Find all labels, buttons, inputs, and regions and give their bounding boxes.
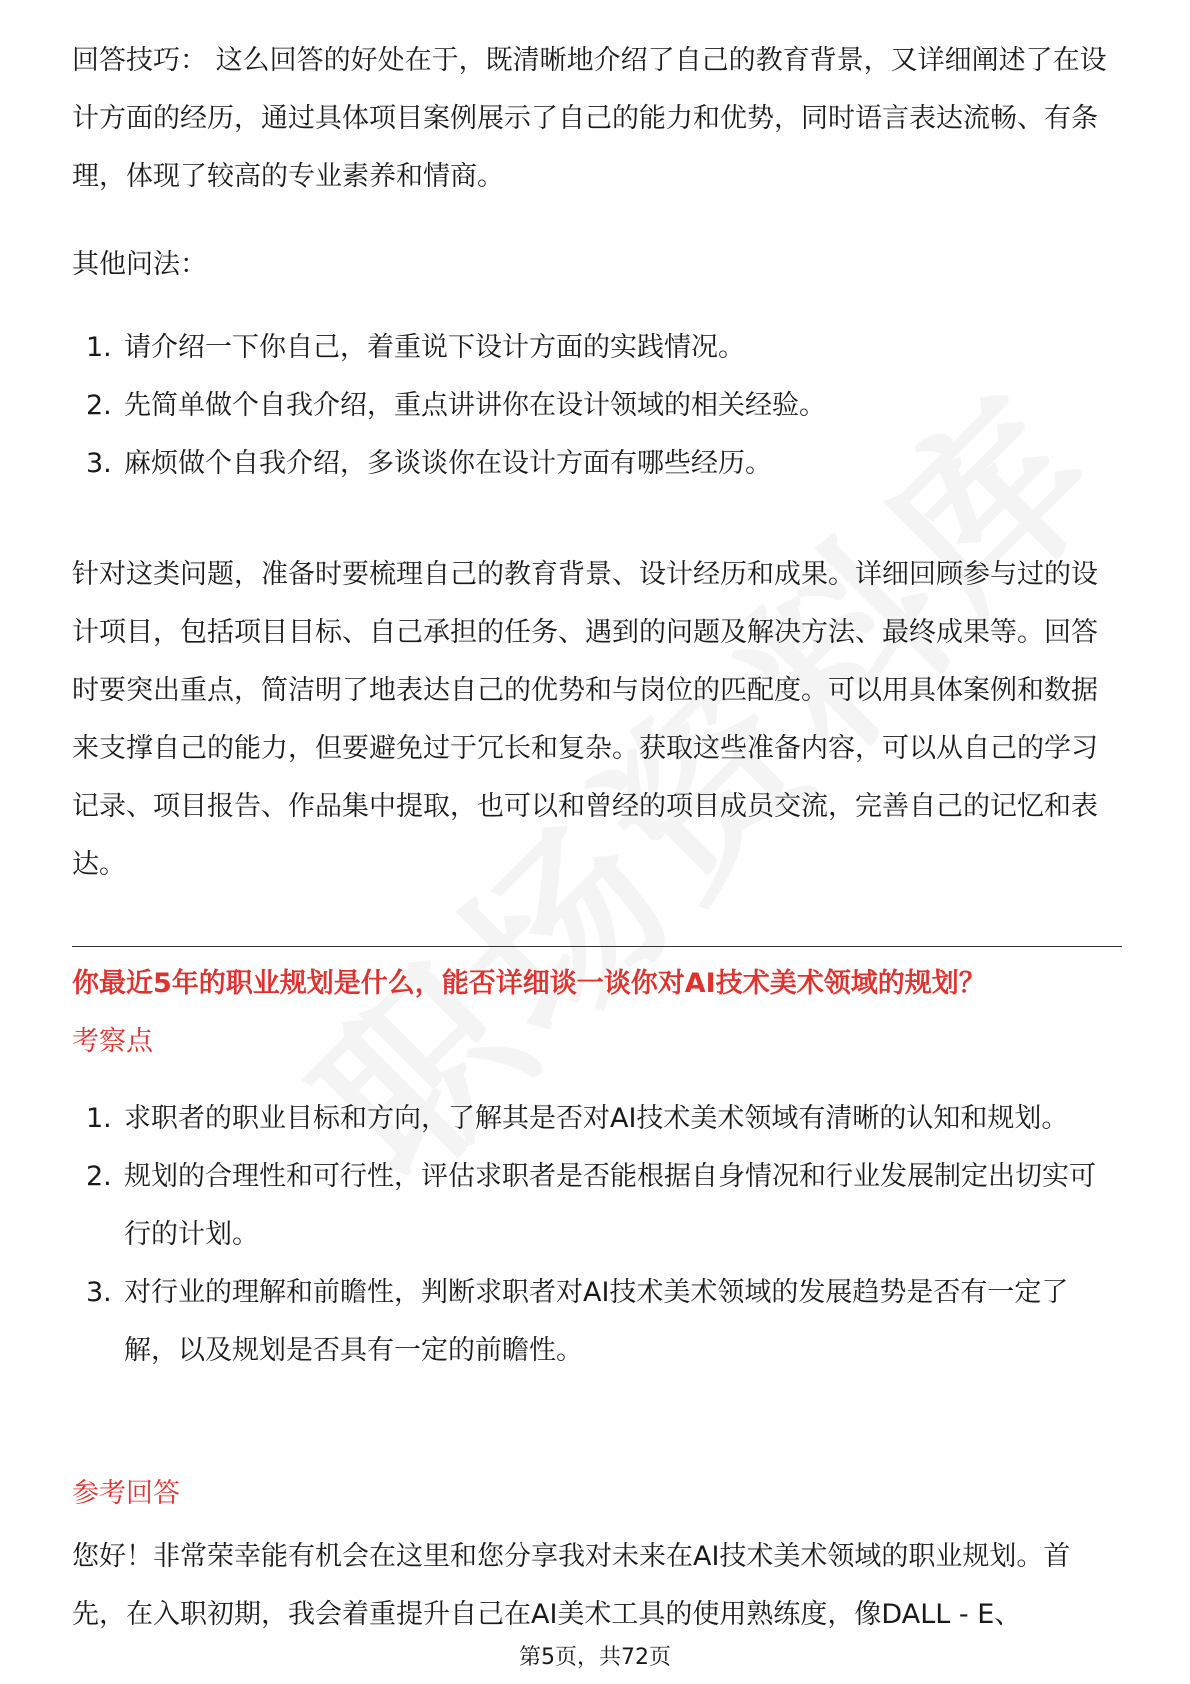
list-item (72, 319, 1118, 377)
section-divider (72, 946, 1122, 947)
examine-points-label: 考察点 (72, 1026, 153, 1057)
list-item (72, 1090, 1118, 1148)
list-item (72, 1148, 1118, 1264)
list-item-text: 麻烦做个自我介绍，多谈谈你在设计方面有哪些经历。 (124, 448, 772, 479)
question-heading: 你最近5年的职业规划是什么，能否详细谈一谈你对AI技术美术领域的规划？ (72, 968, 986, 999)
list-item-number: 3. (86, 1277, 112, 1308)
examine-points-list (72, 1090, 1118, 1380)
list-item-text: 求职者的职业目标和方向，了解其是否对AI技术美术领域有清晰的认知和规划。 (124, 1103, 1069, 1134)
other-ways-list (72, 319, 1118, 493)
reference-answer-label: 参考回答 (72, 1478, 180, 1509)
page-number-footer: 第5页，共72页 (519, 1645, 671, 1670)
preparation-paragraph: 针对这类问题，准备时要梳理自己的教育背景、设计经历和成果。详细回顾参与过的设计项目，包括项目目标、自己承担的任务、遇到的问题及解决方法、最终成果等。回答时要突出重点，简洁明了地表达自己的优势和与岗位的匹配度。可以用具体案例和数据来支撑自己的能力，但要避免过于冗长和复杂。获取这些准备内容，可以从自己的学习记录、项目报告、作品集中提取，也可以和曾经的项目成员交流，完善自己的记忆和表达。 (72, 559, 1098, 880)
list-item-number: 2. (86, 1161, 112, 1192)
list-item-text: 规划的合理性和可行性，评估求职者是否能根据自身情况和行业发展制定出切实可行的计划。 (124, 1161, 1096, 1250)
list-item-text: 请介绍一下你自己，着重说下设计方面的实践情况。 (124, 332, 745, 363)
list-item-number: 3. (86, 448, 112, 479)
list-item (72, 377, 1118, 435)
list-item-text: 先简单做个自我介绍，重点讲讲你在设计领域的相关经验。 (124, 390, 826, 421)
list-item (72, 435, 1118, 493)
list-item-number: 1. (86, 332, 112, 363)
answer-tip-paragraph: 回答技巧： 这么回答的好处在于，既清晰地介绍了自己的教育背景，又详细阐述了在设计方面的经历，通过具体项目案例展示了自己的能力和优势，同时语言表达流畅、有条理，体现了较高的专业素养和情商。 (72, 45, 1107, 192)
reference-answer-paragraph: 您好！非常荣幸能有机会在这里和您分享我对未来在AI技术美术领域的职业规划。首先，在入职初期，我会着重提升自己在AI美术工具的使用熟练度，像DALL - E、 (72, 1541, 1071, 1630)
list-item-text: 对行业的理解和前瞻性，判断求职者对AI技术美术领域的发展趋势是否有一定了解，以及规划是否具有一定的前瞻性。 (124, 1277, 1069, 1366)
list-item-number: 1. (86, 1103, 112, 1134)
list-item (72, 1264, 1118, 1380)
other-ways-label: 其他问法： (72, 249, 207, 280)
list-item-number: 2. (86, 390, 112, 421)
